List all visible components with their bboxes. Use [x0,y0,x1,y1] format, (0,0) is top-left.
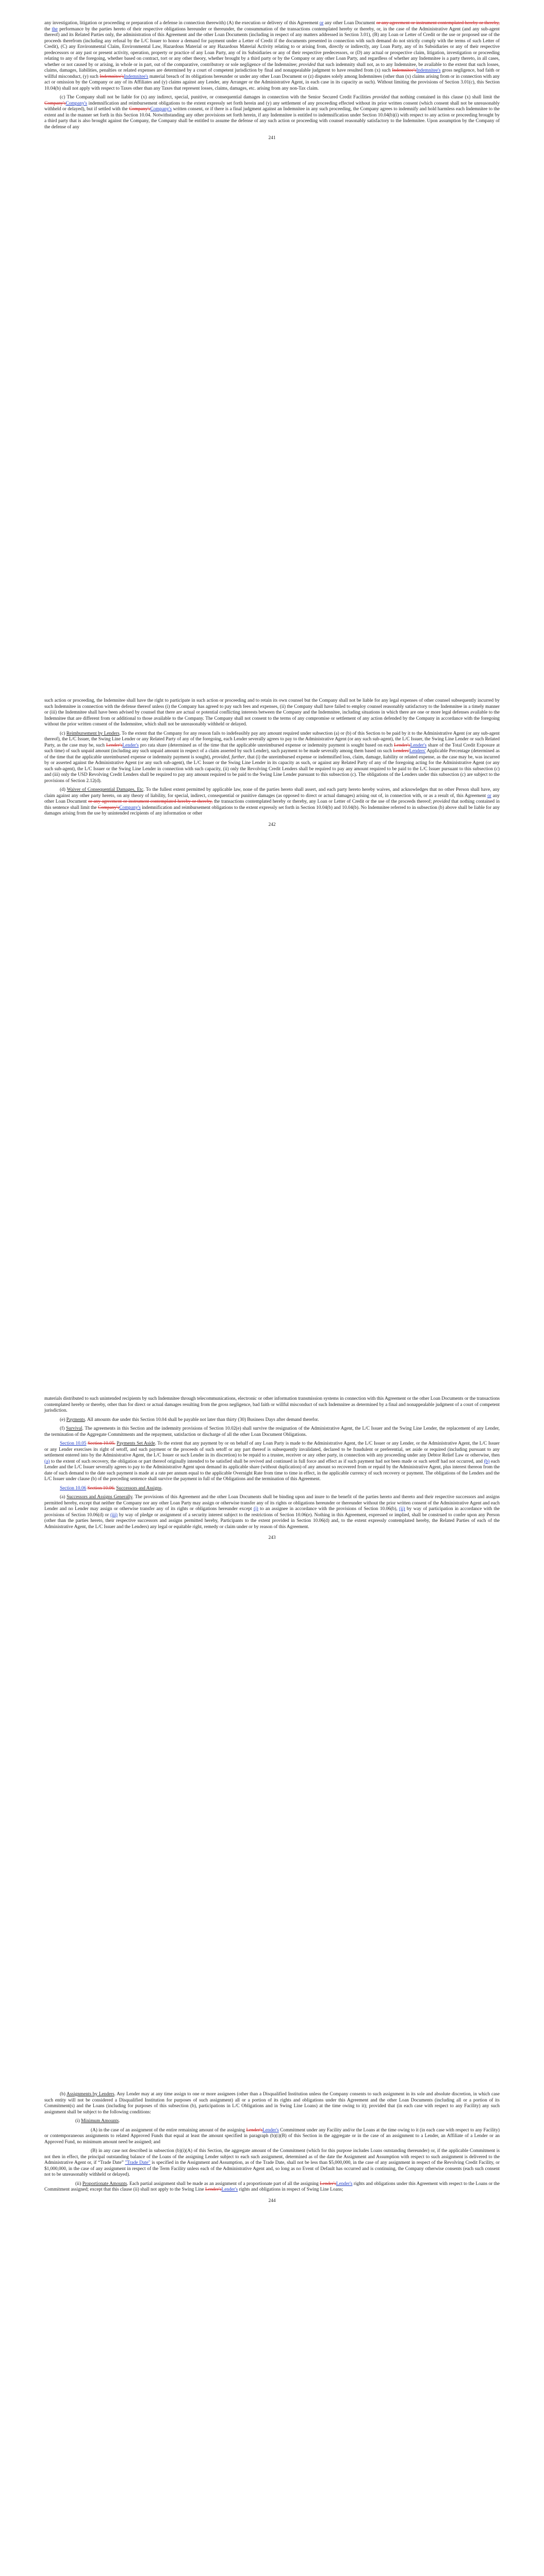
inserted-text: Company's [150,107,172,112]
text-run: . Any Lender may at any time assign to one or more assignees (other than a Disqualified Institution unless the Company consents to such assignment in its sole and absolute discretion, in which case such entity will not be considered a Disqualified Institution for purposes of such assignment) all or a portion of its rights and obligations under this Agreement and the other Loan Documents (including all or a portion of its Commitment(s) and the Loans (including for purposes of this subsection (b), participations in L/C Obligations and in Swing Line Loans) at the time owing to it); provided that (in each case with respect to any Facility) any such assignment shall be subject to the following conditions: [44,2092,500,2115]
deleted-text: Lender's [246,2127,263,2133]
text-run: (c) [60,731,67,736]
heading-text: Reimbursement by Lenders [66,731,120,736]
heading-text: Waiver of Consequential Damages, Etc [67,787,143,793]
inserted-text: or [487,793,491,799]
deleted-text: Lender's [106,742,123,748]
text-run: by way of pledge or assignment of a security interest subject to the restrictions of Section 10.06(e). Nothing in this Agreement, expressed or implied, shall be construed to confer upon any Person (other than the parties hereto, their respective successors and assigns permitted hereby, Participants to the extent provided in Section 10.06(d) and, to the extent expressly contemplated hereby, the Related Parties of each of the Administrative Agent, the L/C Issuer and the Lenders) any legal or equitable right, remedy or claim under or by reason of this Agreement. [44,1512,500,1530]
paragraph [44,1441,500,1483]
text-run: . [119,2119,120,2124]
text-run: (b) [60,2092,67,2097]
paragraph [44,2092,500,2115]
page-content [0,698,544,828]
heading-text: Survival [66,1426,83,1432]
text-run: . To the extent that any payment by or on behalf of any Loan Party is made to the Administrative Agent, the L/C Issuer or any Lender, or the Administrative Agent, the L/C Issuer or any Lender exercises its right of setoff, and such payment or the proceeds of such setoff or any part thereof is subsequently invalidated, declared to be fraudulent or preferential, set aside or required (including pursuant to any settlement entered into by the Administrative Agent, the L/C Issuer or such Lender in its discretion) to be repaid to a trustee, receiver or any other party, in connection with any proceeding under any Debtor Relief Law or otherwise, then [44,1441,500,1459]
inserted-text: Indemnitee's [124,74,149,79]
page-content [0,21,544,142]
inserted-text: (a) [44,1459,50,1464]
page-number: 242 [268,822,276,827]
text-run: to an assignee in accordance with the provisions of Section 10.06(b), [258,1506,400,1512]
text-run: to the extent of such recovery, the obligation or part thereof originally intended to be satisfied shall be revived and continued in full force and effect as if such payment had not been made or such setoff had not occurred, and [50,1459,484,1464]
deleted-text: or any agreement or instrument contemplated hereby or thereby, [376,21,500,26]
text-run: the transactions contemplated hereby or thereby, any Loan or Letter of Credit or the use of the proceeds thereof; [212,799,433,805]
deleted-text: Lenders' [393,749,409,754]
inserted-text: (i) [253,1506,258,1512]
text-run: (ii) [75,2181,83,2187]
inserted-text: or [319,21,324,26]
page-number: 243 [268,1535,276,1541]
text-run: any other Loan Document [44,793,500,805]
deleted-text: or any agreement or instrument contemplated hereby or thereby, [88,799,213,805]
inserted-text: Lender's [336,2181,353,2187]
heading-text: Payments [66,1417,85,1422]
italic-text: provided [372,95,390,100]
paragraph [44,1396,500,1414]
deleted-text: Lender's [205,2187,222,2193]
page-242 [0,698,544,828]
paragraph [44,95,500,130]
inserted-text: Lenders' [409,749,426,754]
text-run: material breach of its obligations hereunder or under any other Loan Document or (z) disputes solely among Indemnitees (other than (x) claims arising from or in connection with any act or omission by the Company or any of its Affiliates and (y) claims against any Lender, any Arranger or the Administrative Agent, in each case in its capacity as such). Without limiting the provisions of Section 3.01(c), this Section 10.04(b) shall not apply with respect to Taxes other than any Taxes that represent losses, claims, damages, etc. arising from any non-Tax claim. [44,74,500,91]
paragraph [44,1426,500,1438]
text-run: such action or proceeding, the Indemnitee shall have the right to participate in such action or proceeding and to retain its own counsel but the Company shall not be liable for any legal expenses of other counsel subsequently incurred by such Indemnitee in connection with the defense thereof unless (i) the Company has agreed to pay such fees and expenses, (ii) the Company shall have failed to employ counsel reasonably satisfactory to the Indemnitee in a timely manner or (iii) the Indemnitee shall have been advised by counsel that there are actual or potential conflicting interests between the Company and the Indemnitee, including situations in which there are one or more legal defenses available to the Indemnitee that are different from or additional to those available to the Company. The Company shall not consent to the terms of any compromise or settlement of any action defended by the Company in accordance with the foregoing without the prior written consent of the Indemnitee, which shall not be unreasonably withheld or delayed. [44,698,500,727]
heading-text: Proportionate Amounts [82,2181,127,2187]
text-run: . Each partial assignment shall be made as an assignment of a proportionate part of all the assigning [127,2181,320,2187]
heading-text: Minimum Amounts [81,2119,119,2124]
page-243 [0,1396,544,1541]
text-run: that such indemnity shall not, as to any Indemnitee, be available to the extent that such losses, claims, damages, liabilities, penalties or related expenses are determined by a court of competent jurisdiction by final and nonappealable judgment to have resulted from (x) such [44,62,500,74]
inserted-text: Lender's [410,742,427,748]
text-run: by way of participation in accordance with the provisions of Section 10.06(d) or [44,1506,500,1518]
text-run: . To the extent that the Company for any reason fails to indefeasibly pay any amount required under subsection (a) or (b) of this Section to be paid by it to the Administrative Agent (or any sub-agent thereof), the L/C Issuer, the Swing Line Lender or any Related Party of any of the foregoing, each Lender severally agrees to pay to the Administrative Agent (or any such sub-agent), the L/C Issuer, the Swing Line Lender or such Related Party, as the case may be, such [44,731,500,748]
inserted-text: Lender's [262,2127,279,2133]
paragraph [44,1417,500,1423]
text-run: (i) [75,2119,81,2124]
heading-text: Assignments by Lenders [67,2092,114,2097]
text-run: gross negligence, bad faith or willful misconduct, (y) such [44,68,500,79]
deleted-text: Section 10.06. [87,1485,115,1491]
text-run: Applicable Percentage (determined as of the time that the applicable unreimbursed expense or indemnity payment is sought), [44,749,500,760]
text-run: indemnification and reimbursement obligations to the extent expressly set forth herein and (y) any settlement of any proceeding effected without its prior written consent (which consent shall not be unreasonably withheld or delayed), but if settled with the [44,100,500,112]
deleted-text: Company's [97,805,120,810]
text-run: rights and obligations in respect of Swing Line Loans; [238,2187,343,2193]
deleted-text: Lender's [393,742,410,748]
deleted-text: Section 10.05. [87,1441,116,1447]
page-241 [0,21,544,142]
inserted-text: "Trade Date" [125,2160,151,2166]
inserted-text: Company's [65,100,87,106]
text-run: each Lender and the L/C Issuer severally agrees to pay to the Administrative Agent upon demand its applicable share (without duplication) of any amount so recovered from or repaid by the Administrative Agent, plus interest thereon from the date of such demand to the date such payment is made at a rate per annum equal to the applicable Overnight Rate from time to time in effect, in the applicable currency of such recovery or payment. The obligations of the Lenders and the L/C Issuer under clause (b) of the preceding sentence shall survive the payment in full of the Obligations and the termination of this Agreement. [44,1459,500,1482]
heading-text: Payments Set Aside [117,1441,155,1447]
italic-text: provided, further [212,754,245,760]
text-run: , that (i) the unreimbursed expense or indemnified loss, claim, damage, liability or related expense, as the case may be, was incurred by or asserted against the Administrative Agent (or any such sub-agent), the L/C Issuer or the Swing Line Lender in its capacity as such, or against any Related Party of any of the foregoing acting for the Administrative Agent (or any such sub-agent), the L/C Issuer or the Swing Line Lender in connection with such capacity, (ii) only the Revolving Credit Lenders shall be required to pay any amount required to be paid to the L/C Issuer pursuant to this subsection (c) and (iii) only the USD Revolving Credit Lenders shall be required to pay any amount required to be paid to the Swing Line Lender pursuant to this subsection (c). The obligations of the Lenders under this subsection (c) are subject to the provisions of Section 2.12(d). [44,754,500,784]
text-run: (B) in any case not described in subsection (b)(i)(A) of this Section, the aggregate amount of the Commitment (which for this purpose includes Loans outstanding thereunder) or, if the applicable Commitment is not then in effect, the principal outstanding balance of the Loans of the assigning Lender subject to each such assignment, determined as of the date the Assignment and Assumption with respect to such assignment is delivered to the Administrative Agent or, if “Trade Date” [44,2148,500,2166]
deleted-text: Company's [44,100,66,106]
text-run: (f) [60,1426,66,1432]
paragraph [44,2119,500,2125]
text-run: materials distributed to such unintended recipients by such Indemnitee through telecommunications, electronic or other information transmission systems in connection with this Agreement or the other Loan Documents or the transactions contemplated hereby or thereby, other than for direct or actual damages resulting from the gross negligence, bad faith or willful misconduct of such Indemnitee as determined by a final and nonappealable judgment of a court of competent jurisdiction. [44,1396,500,1414]
inserted-text: (b) [484,1459,490,1464]
inserted-text: Section 10.06 [60,1485,87,1491]
paragraph [44,2181,500,2193]
text-run: share of the Total Credit Exposure at such time) of such unpaid amount (including any such unpaid amount in respect of a claim asserted by such Lender), such payment to be made severally among them based on such [44,742,500,754]
text-run: (d) [60,787,67,793]
text-run: pro rata share (determined as of the time that the applicable unreimbursed expense or indemnity payment is sought based on each [139,742,394,748]
text-run: that nothing contained in this clause (x) shall limit the [389,95,500,100]
text-run: . The agreements in this Section and the indemnity provisions of Section 10.02(e) shall survive the resignation of the Administrative Agent, the L/C Issuer and the Swing Line Lender, the replacement of any Lender, the termination of the Aggregate Commitments and the repayment, satisfaction or discharge of all the other Loan Document Obligations. [44,1426,500,1437]
paragraph [44,21,500,92]
deleted-text: Indemnitee's [100,74,124,79]
heading-text: Successors and Assigns Generally [67,1495,133,1500]
paragraph [44,731,500,785]
heading-text: Successors and Assigns [116,1485,162,1491]
text-run: . [161,1485,163,1491]
text-run: (A) in the case of an assignment of the entire remaining amount of the assigning [91,2127,246,2133]
paragraph [44,2128,500,2146]
page-number: 244 [268,2198,276,2204]
inserted-text: the [52,26,58,32]
text-run: (c) The Company shall not be liable for (x) any indirect, special, punitive, or consequential damages in connection with the Senior Secured Credit Facilities [60,95,373,100]
text-run: . To the fullest extent permitted by applicable law, none of the parties hereto shall assert, and each party hereto hereby waives, and acknowledges that no other Person shall have, any claim against any other party hereto, on any theory of liability, for special, indirect, consequential or punitive damages (as opposed to direct or actual damages) arising out of, in connection with, or as a result of, this Agreement [44,787,500,799]
text-run: is specified in the Assignment and Assumption, as of the Trade Date, shall not be less than $5,000,000, in the case of any assignment in respect of the Revolving Credit Facility, or $1,000,000, in the case of any assignment in respect of the Term Facility unless each of the Administrative Agent and, so long as no Event of Default has occurred and is continuing, the Company otherwise consents (each such consent not to be unreasonably withheld or delayed). [44,2160,500,2178]
inserted-text: (iii) [110,1512,118,1518]
inserted-text: Company's [119,805,141,810]
italic-text: provided [299,62,316,67]
text-run: that nothing contained in this sentence shall limit the [44,799,500,810]
text-run: written consent, or if there is a final judgment against an Indemnitee in any such proceeding, the Company agrees to indemnify and hold harmless each Indemnitee to the extent and in the manner set forth in this Section 10.04. Notwithstanding any other provisions set forth herein, if any Indemnitee is entitled to indemnification under Section 10.04(b)(i) with respect to any action or proceeding brought by a third party that is also brought against the Company, the Company shall be entitled to assume the defense of any such action or proceeding with counsel reasonably satisfactory to the Indemnitee. Upon assumption by the Company of the defense of any [44,107,500,130]
text-run: the [44,26,52,32]
paragraph [44,1495,500,1530]
inserted-text: Indemnitee's [416,68,441,74]
text-run: (a) [60,1495,67,1500]
inserted-text: (ii) [399,1506,405,1512]
deleted-text: Indemnitee's [392,68,417,74]
page-content [0,2092,544,2204]
text-run: . The provisions of this Agreement and the other Loan Documents shall be binding upon and inure to the benefit of the parties hereto and thereto and their respective successors and assigns permitted hereby, except that neither the Company nor any other Loan Party may assign or otherwise transfer any of its rights or obligations hereunder or thereunder without the prior written consent of the Administrative Agent and each Lender and no Lender may assign or otherwise transfer any of its rights or obligations hereunder except [44,1495,500,1512]
page-number: 241 [268,135,276,141]
text-run: . All amounts due under this Section 10.04 shall be payable not later than thirty (30) Business Days after demand therefor. [85,1417,319,1422]
inserted-text: Section 10.05 [60,1441,87,1447]
inserted-text: Lender's [221,2187,238,2193]
deleted-text: Lender's [320,2181,336,2187]
paragraph [44,698,500,728]
text-run: (e) [60,1417,67,1422]
page-244 [0,2092,544,2204]
text-run: any investigation, litigation or proceeding or preparation of a defense in connection therewith) (A) the execution or delivery of this Agreement [44,21,320,26]
text-run: rights and obligations under this Agreement with respect to the Loans or the Commitment assigned; except that this clause (ii) shall not apply to the Swing Line [44,2181,500,2193]
italic-text: provided [433,799,450,805]
paragraph [44,2148,500,2178]
paragraph [44,1486,500,1492]
text-run: Commitment under any Facility and/or the Loans at the time owing to it (in each case with respect to any Facility) or contemporaneous assignments to related Approved Funds that equal at least the amount specified in paragraph (b)(i)(B) of this Section in the aggregate or in the case of an assignment to a Lender, an Affiliate of a Lender or an Approved Fund, no minimum amount need be assigned; and [44,2127,500,2145]
deleted-text: Company's [129,107,151,112]
text-run: any other Loan Document [323,21,376,26]
inserted-text: Lender's [122,742,139,748]
text-run: performance by the parties hereto of their respective obligations hereunder or thereunder, the consummation of the transactions contemplated hereby or thereby, or, in the case of the Administrative Agent (and any sub-agent thereof) and its Related Parties only, the administration of this Agreement and the other Loan Documents (including in respect of any matters addressed in Section 3.01), (B) any Loan or Letter of Credit or the use or proposed use of the proceeds therefrom (including any refusal by the L/C Issuer to honor a demand for payment under a Letter of Credit if the documents presented in connection with such demand do not strictly comply with the terms of such Letter of Credit), (C) any Environmental Claim, Environmental Law, Hazardous Material or any Hazardous Material Activity relating to or arising from, directly or indirectly, any Loan Party, any of its Subsidiaries or any of their respective predecessors or any past or present activity, operation, property or practice of any Loan Party, any of its Subsidiaries or any of their respective predecessors, or (D) any actual or prospective claim, litigation, investigation or proceeding relating to any of the foregoing, whether based on contract, tort or any other theory, whether brought by a third party or by the Company or any other Loan Party, and regardless of whether any Indemnitee is a party thereto, in all cases, whether or not caused by or arising, in whole or in part, out of the comparative, contributory or sole negligence of the Indemnitee; [44,26,500,67]
page-content [0,1396,544,1541]
text-run: indemnification and reimbursement obligations to the extent expressly set forth in Section 10.04(b) and 10.04(b). No Indemnitee referred to in subsection (b) above shall be liable for any damages arising from the use by unintended recipients of any information or other [44,805,500,817]
paragraph [44,787,500,817]
